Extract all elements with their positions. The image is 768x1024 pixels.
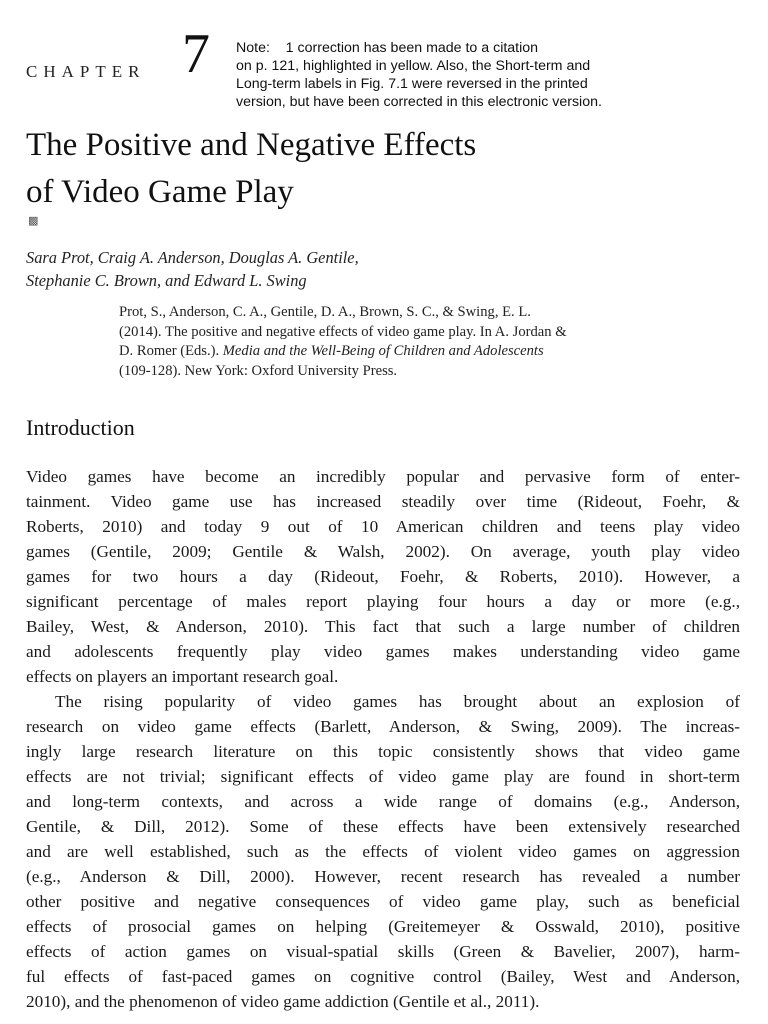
correction-note [236,39,706,111]
note-line: Long-term labels in Fig. 7.1 were reversed in the printed [236,76,588,92]
text-line: Video games have become an incredibly popular and pervasive form of enter- [26,467,740,486]
text-line: effects of prosocial games on helping (Greitemeyer & Osswald, 2010), positive [26,917,740,936]
citation-editors: D. Romer (Eds.). [119,343,223,359]
chapter-label: CHAPTER [26,62,146,81]
text-line: effects on players an important research goal. [26,667,339,686]
text-line: effects are not trivial; significant effects of video game play are found in short-term [26,767,740,786]
chapter-title [26,122,476,216]
chapter-number: 7 [182,23,210,85]
paragraph-1 [26,464,740,689]
text-line: The rising popularity of video games has brought about an explosion of [55,692,740,711]
citation-line [119,342,749,362]
body-text [26,464,740,1014]
authors-line: Stephanie C. Brown, and Edward L. Swing [26,271,307,290]
title-line: The Positive and Negative Effects [26,127,477,163]
text-line: games (Gentile, 2009; Gentile & Walsh, 2002). On average, youth play video [26,542,740,561]
citation-book-title: Media and the Well-Being of Children and Adolescents [222,343,544,359]
text-line: Bailey, West, & Anderson, 2010). This fact that such a large number of children [26,617,740,636]
text-line: effects of action games on visual-spatial skills (Green & Bavelier, 2007), harm- [26,942,740,961]
text-line: significant percentage of males report playing four hours a day or more (e.g., [26,592,740,611]
authors [26,246,359,292]
note-line: version, but have been corrected in this electronic version. [236,94,602,110]
text-line: other positive and negative consequences of video game play, such as beneficial [26,892,740,911]
text-line: and adolescents frequently play video games makes understanding video game [26,642,740,661]
text-line: and long-term contexts, and across a wide range of domains (e.g., Anderson, [26,792,740,811]
title-line: of Video Game Play [26,174,294,210]
section-heading: Introduction [26,415,135,440]
citation-line: Prot, S., Anderson, C. A., Gentile, D. A., Brown, S. C., & Swing, E. L. [119,304,531,320]
note-line: Note: 1 correction has been made to a citation [236,40,539,56]
text-line: ingly large research literature on this topic consistently shows that video game [26,742,740,761]
text-line: Gentile, & Dill, 2012). Some of these effects have been extensively researched [26,817,740,836]
text-line: tainment. Video game use has increased steadily over time (Rideout, Foehr, & [26,492,740,511]
authors-line: Sara Prot, Craig A. Anderson, Douglas A. Gentile, [26,248,359,267]
text-line: ful effects of fast-paced games on cognitive control (Bailey, West and Anderson, [26,967,740,986]
paragraph-2 [26,689,740,1014]
citation [119,303,749,381]
citation-line: (2014). The positive and negative effects of video game play. In A. Jordan & [119,323,567,340]
text-line: (e.g., Anderson & Dill, 2000). However, recent research has revealed a number [26,867,740,886]
citation-line: (109-128). New York: Oxford University Press. [119,362,398,379]
ornament-icon: ▩ [28,215,39,227]
text-line: 2010), and the phenomenon of video game addiction (Gentile et al., 2011). [26,992,540,1011]
note-line: on p. 121, highlighted in yellow. Also, the Short-term and [236,58,591,74]
text-line: games for two hours a day (Rideout, Foehr, & Roberts, 2010). However, a [26,567,740,586]
text-line: Roberts, 2010) and today 9 out of 10 American children and teens play video [26,517,740,536]
text-line: and are well established, such as the effects of violent video games on aggression [26,842,740,861]
text-line: research on video game effects (Barlett, Anderson, & Swing, 2009). The increas- [26,717,740,736]
